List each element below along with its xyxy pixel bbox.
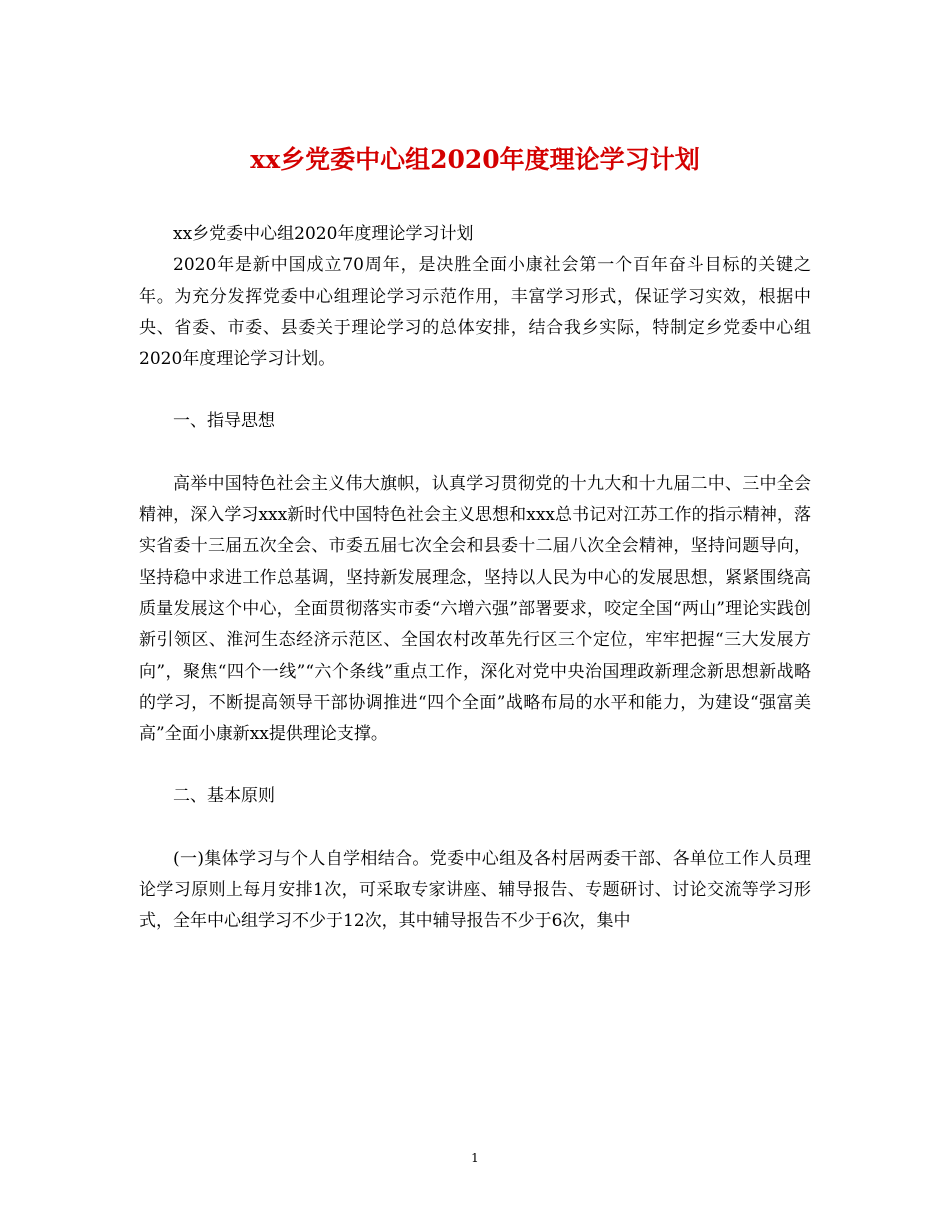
document-title: xx乡党委中心组2020年度理论学习计划 xyxy=(250,145,700,174)
guiding-thought-paragraph: 高举中国特色社会主义伟大旗帜，认真学习贯彻党的十九大和十九届二中、三中全会精神，深入学习xxx新时代中国特色社会主义思想和xxx总书记对江苏工作的指示精神，落实省委十三届五次全会、市委五届七次全会和县委十二届八次全会精神，坚持问题导向，坚持稳中求进工作总基调，坚持新发展理念，坚持以人民为中心的发展思想，紧紧围绕高质量发展这个中心，全面贯彻落实市委“六增六强”部署要求，咬定全国“两山”理论实践创新引领区、淮河生态经济示范区、全国农村改革先行区三个定位，牢牢把握“三大发展方向”，聚焦“四个一线”“六个条线”重点工作，深化对党中央治国理政新理念新思想新战略的学习，不断提高领导干部协调推进“四个全面”战略布局的水平和能力，为建设“强富美高”全面小康新xx提供理论支撑。 xyxy=(139,473,811,745)
basic-principles-item-1: (一)集体学习与个人自学相结合。党委中心组及各村居两委干部、各单位工作人员理论学习原则上每月安排1次，可采取专家讲座、辅导报告、专题研讨、讨论交流等学习形式，全年中心组学习不少于12次，其中辅导报告不少于6次，集中 xyxy=(139,848,811,932)
intro-paragraph: 2020年是新中国成立70周年，是决胜全面小康社会第一个百年奋斗目标的关键之年。为充分发挥党委中心组理论学习示范作用，丰富学习形式，保证学习实效，根据中央、省委、市委、县委关于理论学习的总体安排，结合我乡实际，特制定乡党委中心组2020年度理论学习计划。 xyxy=(139,255,811,370)
section-heading-guiding-thought: 一、指导思想 xyxy=(173,411,275,432)
page-number: 1 xyxy=(471,1151,479,1165)
document-body xyxy=(139,219,811,938)
section-heading-basic-principles: 二、基本原则 xyxy=(173,786,275,807)
document-subtitle: xx乡党委中心组2020年度理论学习计划 xyxy=(173,224,474,244)
